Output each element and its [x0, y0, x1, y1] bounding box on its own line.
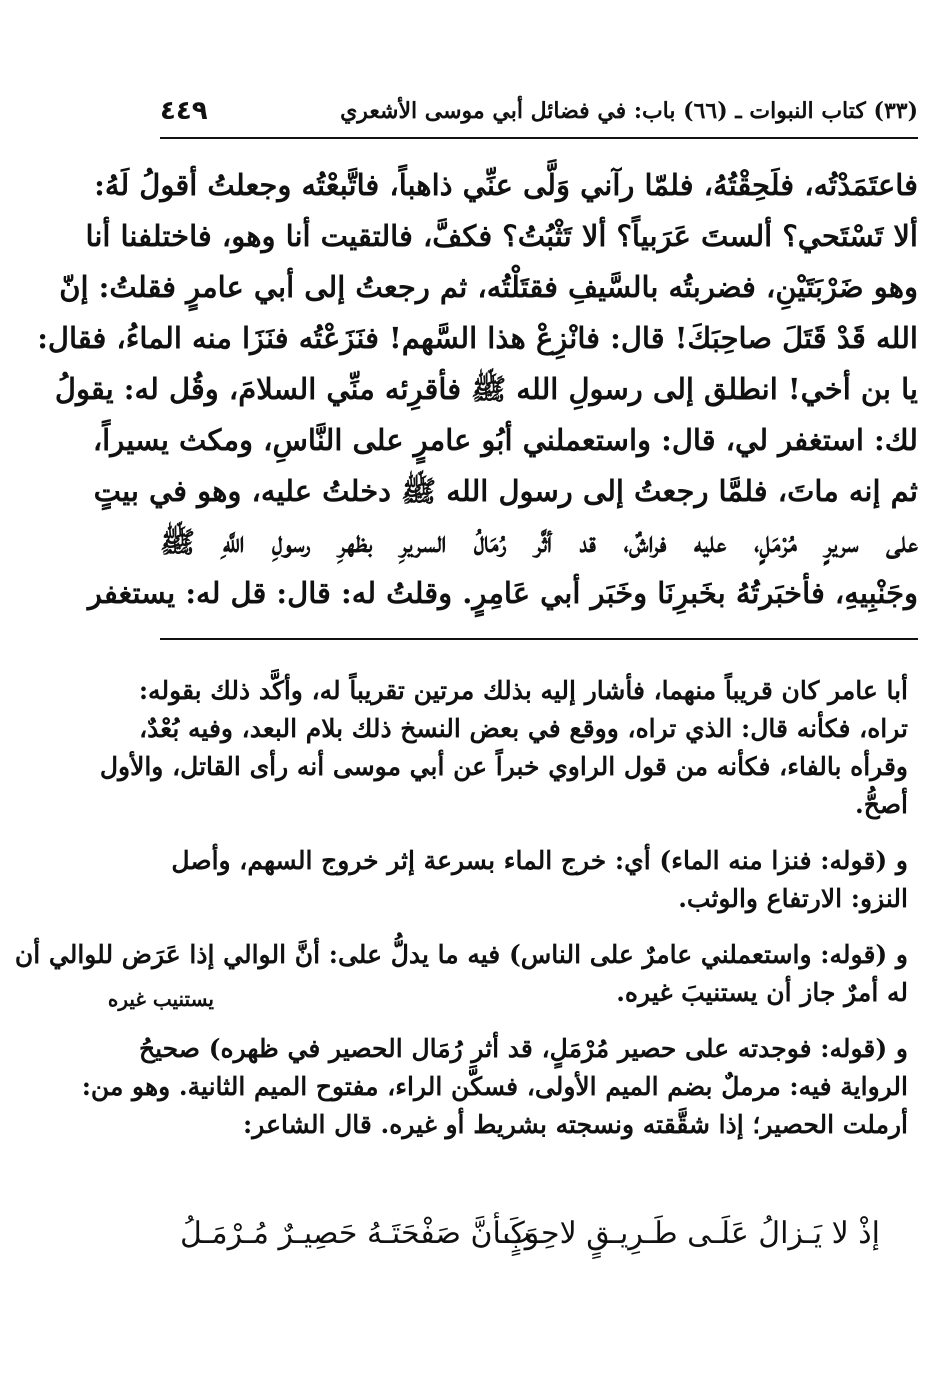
header-divider	[160, 137, 918, 139]
commentary-line: أبا عامر كان قريباً منهما، فأشار إليه بذلك مرتين تقريباً له، وأكَّد ذلك بقوله:	[138, 676, 908, 705]
page-header	[160, 96, 918, 136]
footnote-divider	[160, 638, 918, 640]
commentary-line: أرملت الحصير؛ إذا شقَّقته ونسجته بشريط أو غيره. قال الشاعر:	[243, 1110, 908, 1139]
page-number: ٤٤٩	[160, 96, 208, 126]
verse-first-hemistich: إذْ لا يَـزالُ عَلَـى طَـرِيـقٍ لاحِـبٍ	[502, 1216, 880, 1251]
commentary	[14, 672, 908, 1162]
main-text-line: لك: استغفر لي، قال: واستعملني أبُو عامرٍ على النَّاسِ، ومكث يسيراً،	[92, 423, 918, 457]
commentary-line: و (قوله: فوجدته على حصير مُرْمَلٍ، قد أثر رُمَال الحصير في ظهره) صحيحُ	[138, 1034, 908, 1063]
commentary-line: أصحُّ.	[854, 790, 908, 819]
main-text-line: وهو ضَرْبَتَيْنِ، فضربتُه بالسَّيفِ فقتَلْتُه، ثم رجعتُ إلى أبي عامرٍ فقلتُ: إنّ	[59, 270, 918, 304]
header-title: (٣٣) كتاب النبوات ـ (٦٦) باب: في فضائل أبي موسى الأشعري	[340, 98, 918, 124]
commentary-paragraph	[99, 672, 908, 824]
main-text-line: وجَنْبِيهِ، فأخبَرتُهُ بخَبرِنَا وخَبَر أبي عَامِرٍ. وقلتُ له: قال: قل له: يستغفر	[87, 576, 918, 610]
main-text-line: ألا تَسْتَحي؟ ألستَ عَرَبياً؟ ألا تَثْبُتُ؟ فكفَّ، فالتقيت أنا وهو، فاختلفنا أنا	[85, 219, 918, 253]
commentary-line: الرواية فيه: مرملٌ بضم الميم الأولى، فسكَّن الراء، مفتوح الميم الثانية. وهو من:	[81, 1072, 908, 1101]
commentary-line: له أمرٌ جاز أن يستنيبَ غيره.	[616, 978, 908, 1007]
main-text-line: ثم إنه ماتَ، فلمَّا رجعتُ إلى رسول الله ﷺ دخلتُ عليه، وهو في بيتٍ	[93, 474, 918, 508]
commentary-paragraph	[14, 936, 908, 1012]
main-text-line: الله قَدْ قَتَلَ صاحِبَكَ! قال: فانْزِعْ هذا السَّهم! فنَزَعْتُه فنَزَا منه الماءُ، فقال:	[37, 321, 918, 355]
commentary-paragraph	[81, 1030, 908, 1144]
verse-second-hemistich: وَكَـأنَّ صَفْحَتَـهُ حَصِيـرٌ مُـرْمَـلُ	[180, 1216, 540, 1251]
margin-annotation: يستنيب غيره	[107, 987, 214, 1011]
commentary-line: و (قوله: فنزا منه الماء) أي: خرج الماء بسرعة إثر خروج السهم، وأصل	[171, 846, 908, 875]
commentary-line: النزو: الارتفاع والوثب.	[678, 884, 908, 913]
commentary-line: و (قوله: واستعملني عامرٌ على الناس) فيه ما يدلُّ على: أنَّ الوالي إذا عَرَض للوالي أن	[14, 940, 908, 969]
main-text	[37, 160, 918, 630]
commentary-line: تراه، فكأنه قال: الذي تراه، ووقع في بعض النسخ ذلك بلام البعد، وفيه بُعْدٌ،	[139, 714, 908, 743]
poetry-verse	[180, 1216, 880, 1266]
main-text-line: يا بن أخي! انطلق إلى رسولِ الله ﷺ فأقرِئه منِّي السلامَ، وقُل له: يقولُ	[54, 372, 918, 406]
commentary-line: وقرأه بالفاء، فكأنه من قول الراوي خبراً عن أبي موسى أنه رأى القاتل، والأول	[99, 752, 908, 781]
main-text-line: على سريرٍ مُرْمَلٍ، عليه فراشٌ، قد أثَّر رُمَالُ السريرِ بظهرِ رسولِ اللَّهِ ﷺ	[160, 525, 918, 559]
main-text-line: فاعتَمَدْتُه، فلَحِقْتُهُ، فلمّا رآني وَلَّى عنِّي ذاهباً، فاتَّبعْتُه وجعلتُ أقولُ لَهُ:	[94, 168, 918, 202]
commentary-paragraph	[160, 842, 908, 918]
